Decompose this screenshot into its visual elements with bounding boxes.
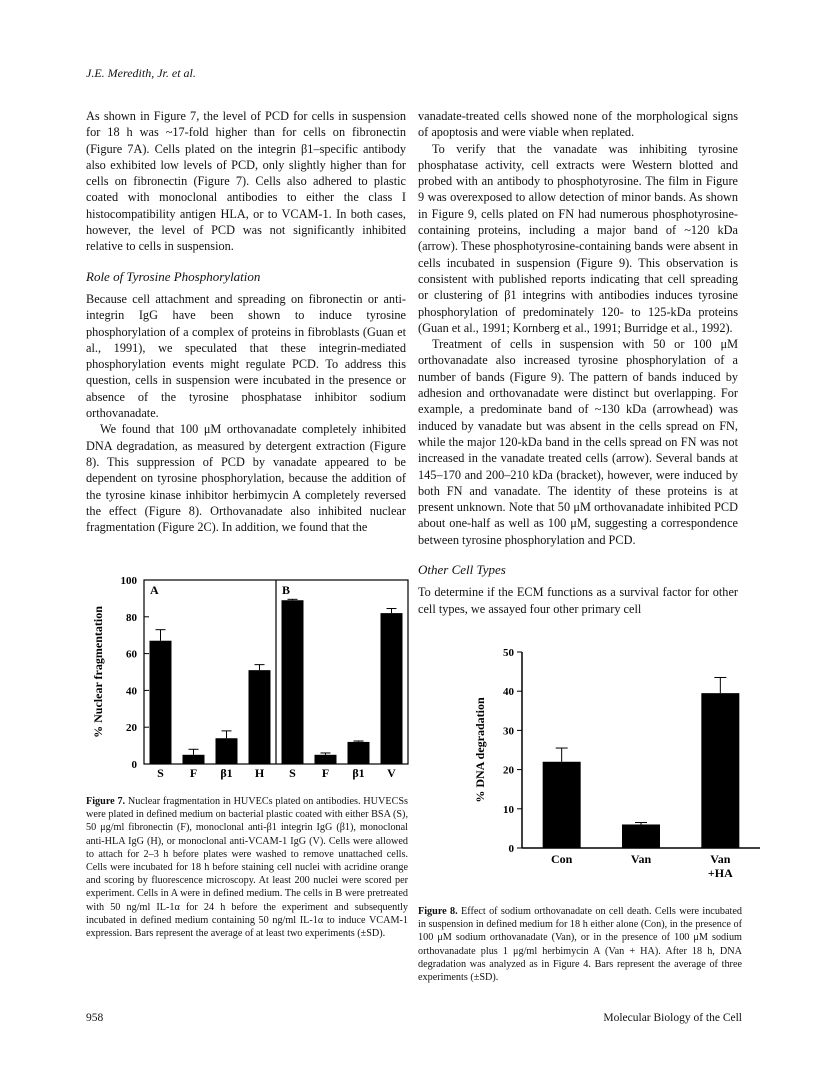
y-tick-label: 30 [503,725,514,738]
figure-8-caption [418,905,742,984]
y-axis-label: % DNA degradation [473,697,487,803]
category-label: V [387,766,396,780]
y-tick-label: 80 [126,611,137,624]
paragraph: vanadate-treated cells showed none of the morphological signs of apoptosis and were viable when replated. [418,109,738,140]
category-label: Van [630,852,652,866]
page-number: 958 [86,1012,104,1024]
paragraph: Treatment of cells in suspension with 50 or 100 μM orthovanadate also increased tyrosine phosphorylation of a number of bands (Figure 9). The pattern of bands induced by adhesion and orthovanadate were distinct but overlapping. For example, a predominate band of ~130 kDa (arrowhead) was induced by vanadate but was absent in the cells spread on FN, while the major 120-kDa band in the cells spread on FN was not increased in the vanadate treated cells (arrow). Several bands at 145–170 and 200–210 kDa (bracket), however, were induced by both FN and vanadate. The identity of these proteins is at present unknown. Note that 50 μM orthovanadate inhibited PCD about one-half as well as 100 μM, suggesting a correspondence between tyrosine phosphorylation and PCD. [418,337,738,547]
figure-8-chart [470,640,770,890]
category-label: S [157,766,164,780]
paragraph: Because cell attachment and spreading on fibronectin or anti-integrin IgG have been shown to induce tyrosine phosphorylation of a complex of proteins in fibroblasts (Guan et al., 1991), we speculated that these integrin-mediated phosphorylation events might regulate PCD. To address this question, cells in suspension were incubated in the presence or absence of the tyrosine phosphatase inhibitor sodium orthovanadate. [86,291,406,421]
bar [150,641,172,764]
caption-text: Nuclear fragmentation in HUVECs plated on antibodies. HUVECSs were plated in defined medium on bacterial plastic coated with either BSA (S), 50 μg/ml fibronectin (F), monoclonal anti-β1 integrin IgG (β1), monoclonal anti-HLA IgG (H), or monoclonal anti-VCAM-1 IgG (V). Cells were allowed to attach for 2–3 h before plates were washed to remove unattached cells. Cells were incubated for 18 h before staining cell nuclei with acridine orange and scoring by fluorescence microscopy. At least 200 nuclei were scored per experiment. Cells in A were in defined medium. The cells in B were pretreated with 50 ng/ml IL-1α for 24 h before the experiment and subsequently incubated in defined medium containing 50 ng/ml IL-1α to induce VCAM-1 expression. Bars represent the average of at least two experiments (±SD). [86,796,409,940]
figure-7-caption [86,795,408,940]
paragraph: To determine if the ECM functions as a survival factor for other cell types, we assayed four other primary cell [418,585,738,616]
bar [543,762,581,848]
journal-name: Molecular Biology of the Cell [603,1012,742,1024]
y-tick-label: 60 [126,648,137,661]
y-tick-label: 50 [503,647,514,659]
y-tick-label: 20 [126,722,137,735]
section-heading: Other Cell Types [418,562,506,578]
bar [249,670,271,764]
category-label: β1 [352,766,365,780]
y-tick-label: 10 [503,803,514,816]
y-axis-label: % Nuclear fragmentation [91,606,105,738]
figure-7-chart [86,566,416,781]
panel-label: B [282,583,291,597]
running-head: J.E. Meredith, Jr. et al. [86,66,196,80]
category-label: +HA [707,866,733,880]
bar [701,693,739,848]
bar [282,600,304,764]
bar [622,824,660,848]
category-label: F [321,766,330,780]
bar [216,738,238,764]
y-tick-label: 100 [120,575,137,587]
paragraph: As shown in Figure 7, the level of PCD for cells in suspension for 18 h was ~17-fold higher than for cells on fibronectin (Figure 7A). Cells plated on the integrin β1–specific antibody also exhibited low levels of PCD, only slightly higher than for cells on fibronectin (Figure 7). Cells also adhered to plastic coated with monoclonal antibodies to either the class I histocompatibility antigen HLA, or to VCAM-1. In both cases, however, the level of PCD was not significantly inhibited relative to cells in suspension. [86,109,406,254]
figure-7 [86,566,416,781]
category-label: S [289,766,296,780]
figure-number: Figure 8. [418,906,458,917]
category-label: F [189,766,198,780]
category-label: H [254,766,265,780]
y-tick-label: 0 [508,843,514,855]
figure-8 [470,640,770,890]
bar [348,742,370,764]
figure-number: Figure 7. [86,796,126,807]
bar [183,755,205,764]
section-heading: Role of Tyrosine Phosphorylation [86,268,261,284]
category-label: Con [550,852,573,866]
category-label: β1 [220,766,233,780]
paragraph: We found that 100 μM orthovanadate completely inhibited DNA degradation, as measured by detergent extraction (Figure 8). This suppression of PCD by vanadate appeared to be dependent on tyrosine phosphorylation, because the addition of the tyrosine kinase inhibitor herbimycin A completely reversed the effect (Figure 8). Orthovanadate also inhibited nuclear fragmentation (Figure 2C). In addition, we found that the [86,422,406,535]
y-tick-label: 20 [503,764,514,777]
y-tick-label: 40 [126,685,137,698]
right-column [418,108,738,617]
panel-label: A [150,583,159,597]
paragraph: To verify that the vanadate was inhibiting tyrosine phosphatase activity, cell extracts were Western blotted and probed with an antibody to phosphotyrosine. The film in Figure 9 was overexposed to allow detection of minor bands. As shown in Figure 9, cells plated on FN had numerous phosphotyrosine-containing proteins, including a major band of ~120 kDa (arrow). These phosphotyrosine-containing bands were absent in cells incubated in suspension (Figure 9). This observation is consistent with published reports indicating that cell spreading or clustering of β1 integrins with antibodies induces tyrosine phosphorylation of predominately 120- to 125-kDa proteins (Guan et al., 1991; Kornberg et al., 1991; Burridge et al., 1992). [418,141,738,335]
y-tick-label: 40 [503,686,514,699]
bar [315,755,337,764]
bar [381,613,403,764]
caption-text: Effect of sodium orthovanadate on cell death. Cells were incubated in suspension in defined medium for 18 h either alone (Con), in the presence of 100 μM sodium orthovanadate (Van), or in the presence of 100 μM sodium orthovanadate plus 1 μg/ml herbimycin A (Van + HA). After 18 h, DNA degradation was analyzed as in Figure 4. Bars represent the average of three experiments (±SD). [418,906,742,984]
y-tick-label: 0 [131,759,137,771]
left-column [86,108,406,535]
category-label: Van [710,852,731,866]
